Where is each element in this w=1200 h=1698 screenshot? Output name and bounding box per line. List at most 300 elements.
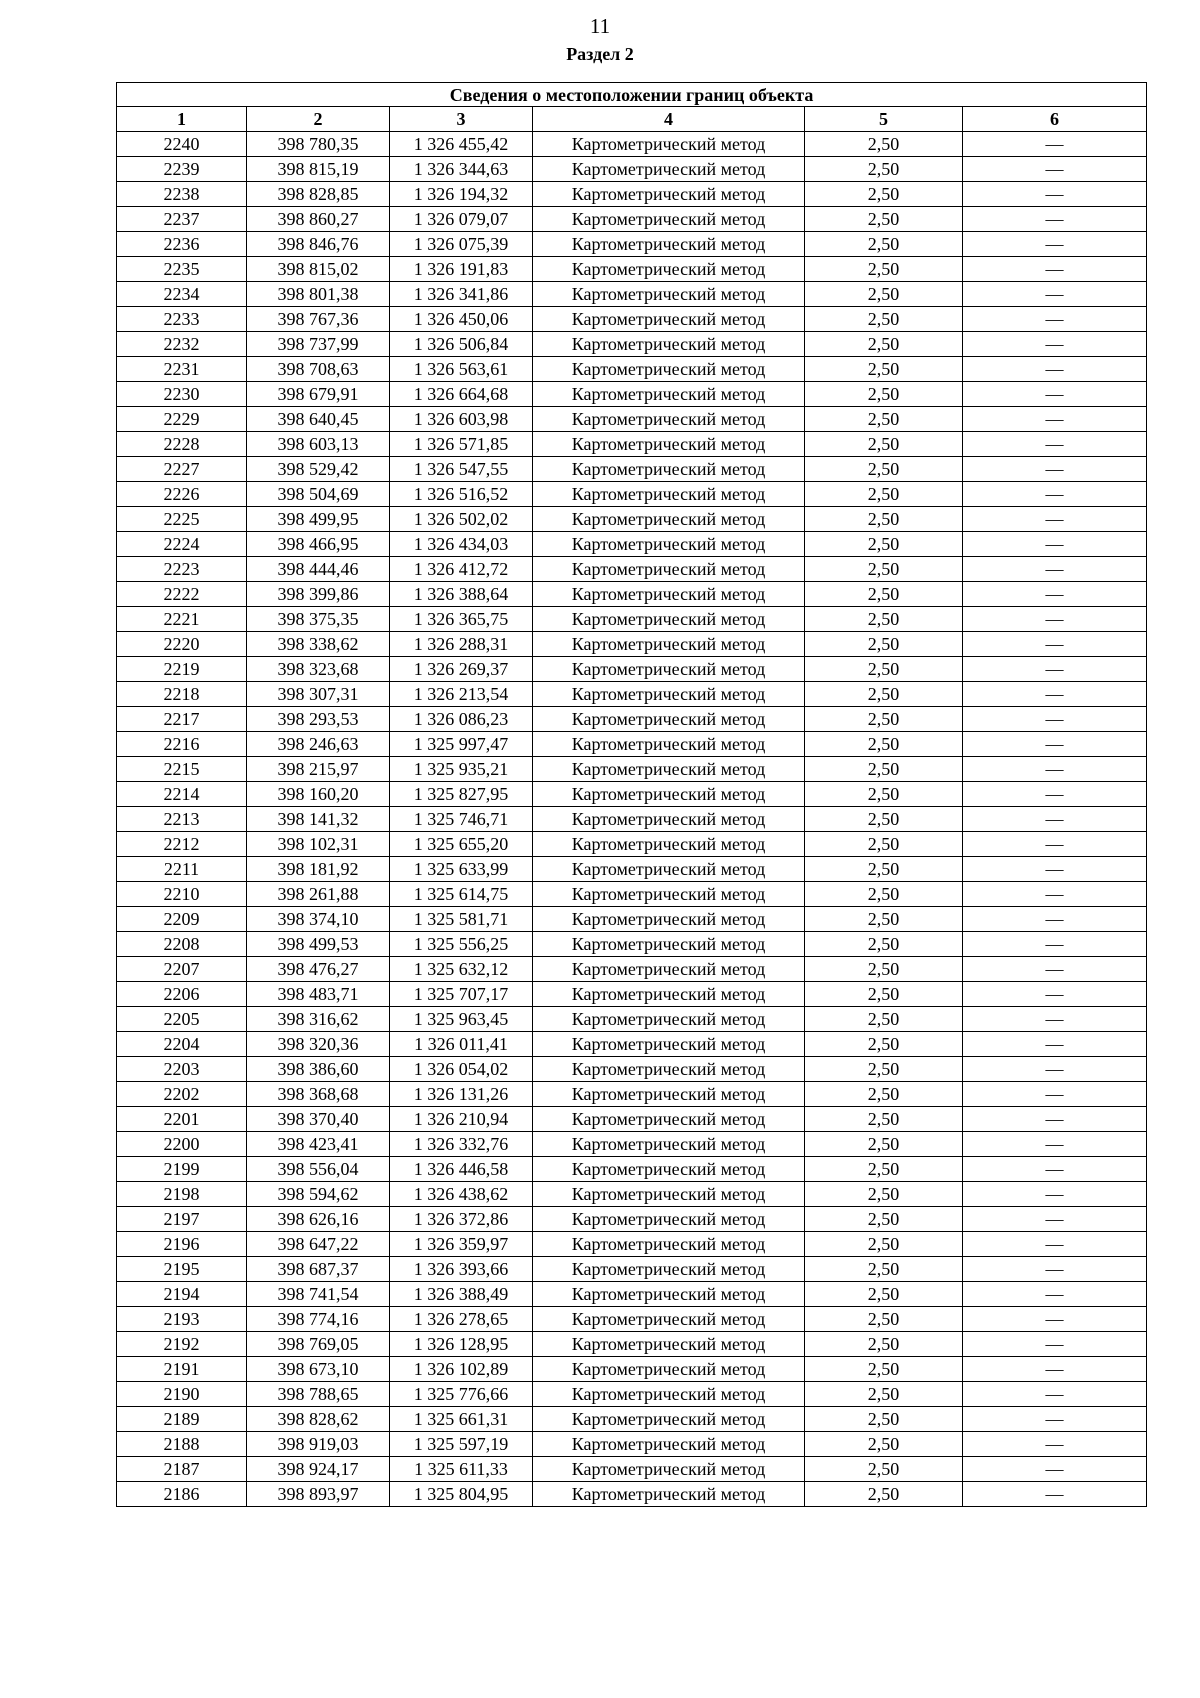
x-coordinate-cell: 398 399,86 [247,582,390,607]
x-coordinate-cell: 398 556,04 [247,1157,390,1182]
accuracy-cell: 2,50 [805,632,963,657]
y-coordinate-cell: 1 326 332,76 [390,1132,533,1157]
table-row [117,1457,1147,1482]
x-coordinate-cell: 398 828,85 [247,182,390,207]
x-coordinate-cell: 398 640,45 [247,407,390,432]
x-coordinate-cell: 398 529,42 [247,457,390,482]
description-cell: — [963,1457,1147,1482]
y-coordinate-cell: 1 325 655,20 [390,832,533,857]
description-cell: — [963,257,1147,282]
accuracy-cell: 2,50 [805,507,963,532]
accuracy-cell: 2,50 [805,1457,963,1482]
method-cell: Картометрический метод [533,1407,805,1432]
table-row [117,657,1147,682]
x-coordinate-cell: 398 246,63 [247,732,390,757]
x-coordinate-cell: 398 293,53 [247,707,390,732]
table-row [117,207,1147,232]
description-cell: — [963,607,1147,632]
x-coordinate-cell: 398 386,60 [247,1057,390,1082]
point-number-cell: 2232 [117,332,247,357]
point-number-cell: 2235 [117,257,247,282]
table-row [117,707,1147,732]
description-cell: — [963,782,1147,807]
description-cell: — [963,657,1147,682]
accuracy-cell: 2,50 [805,1082,963,1107]
point-number-cell: 2193 [117,1307,247,1332]
accuracy-cell: 2,50 [805,657,963,682]
point-number-cell: 2219 [117,657,247,682]
table-row [117,957,1147,982]
y-coordinate-cell: 1 325 997,47 [390,732,533,757]
y-coordinate-cell: 1 326 128,95 [390,1332,533,1357]
method-cell: Картометрический метод [533,982,805,1007]
table-row [117,807,1147,832]
description-cell: — [963,1432,1147,1457]
accuracy-cell: 2,50 [805,282,963,307]
table-row [117,1232,1147,1257]
y-coordinate-cell: 1 326 516,52 [390,482,533,507]
x-coordinate-cell: 398 687,37 [247,1257,390,1282]
point-number-cell: 2207 [117,957,247,982]
x-coordinate-cell: 398 708,63 [247,357,390,382]
table-row [117,1432,1147,1457]
point-number-cell: 2234 [117,282,247,307]
point-number-cell: 2194 [117,1282,247,1307]
description-cell: — [963,157,1147,182]
method-cell: Картометрический метод [533,1107,805,1132]
method-cell: Картометрический метод [533,1382,805,1407]
method-cell: Картометрический метод [533,282,805,307]
table-row [117,1007,1147,1032]
y-coordinate-cell: 1 326 547,55 [390,457,533,482]
accuracy-cell: 2,50 [805,1482,963,1507]
point-number-cell: 2231 [117,357,247,382]
accuracy-cell: 2,50 [805,1182,963,1207]
table-row [117,1407,1147,1432]
accuracy-cell: 2,50 [805,1407,963,1432]
table-row [117,1307,1147,1332]
table-row [117,1057,1147,1082]
description-cell: — [963,757,1147,782]
table-body [117,132,1147,1507]
point-number-cell: 2191 [117,1357,247,1382]
y-coordinate-cell: 1 326 571,85 [390,432,533,457]
method-cell: Картометрический метод [533,132,805,157]
table-row [117,907,1147,932]
accuracy-cell: 2,50 [805,607,963,632]
method-cell: Картометрический метод [533,307,805,332]
table-row [117,1382,1147,1407]
accuracy-cell: 2,50 [805,1332,963,1357]
method-cell: Картометрический метод [533,882,805,907]
y-coordinate-cell: 1 325 804,95 [390,1482,533,1507]
description-cell: — [963,507,1147,532]
table-row [117,1082,1147,1107]
table-row [117,332,1147,357]
table-row [117,157,1147,182]
table-row [117,407,1147,432]
x-coordinate-cell: 398 483,71 [247,982,390,1007]
y-coordinate-cell: 1 326 388,64 [390,582,533,607]
table-row [117,307,1147,332]
column-header: 4 [533,107,805,132]
table-row [117,1157,1147,1182]
description-cell: — [963,907,1147,932]
table-row [117,757,1147,782]
method-cell: Картометрический метод [533,382,805,407]
description-cell: — [963,282,1147,307]
description-cell: — [963,1357,1147,1382]
table-row [117,282,1147,307]
column-header: 2 [247,107,390,132]
x-coordinate-cell: 398 788,65 [247,1382,390,1407]
description-cell: — [963,1482,1147,1507]
y-coordinate-cell: 1 326 388,49 [390,1282,533,1307]
description-cell: — [963,982,1147,1007]
table-row [117,982,1147,1007]
accuracy-cell: 2,50 [805,732,963,757]
accuracy-cell: 2,50 [805,1282,963,1307]
x-coordinate-cell: 398 444,46 [247,557,390,582]
x-coordinate-cell: 398 780,35 [247,132,390,157]
y-coordinate-cell: 1 326 434,03 [390,532,533,557]
description-cell: — [963,207,1147,232]
table-row [117,382,1147,407]
y-coordinate-cell: 1 326 086,23 [390,707,533,732]
accuracy-cell: 2,50 [805,582,963,607]
x-coordinate-cell: 398 261,88 [247,882,390,907]
point-number-cell: 2198 [117,1182,247,1207]
description-cell: — [963,307,1147,332]
description-cell: — [963,882,1147,907]
method-cell: Картометрический метод [533,357,805,382]
y-coordinate-cell: 1 326 455,42 [390,132,533,157]
accuracy-cell: 2,50 [805,857,963,882]
description-cell: — [963,1007,1147,1032]
accuracy-cell: 2,50 [805,932,963,957]
x-coordinate-cell: 398 423,41 [247,1132,390,1157]
y-coordinate-cell: 1 326 563,61 [390,357,533,382]
x-coordinate-cell: 398 215,97 [247,757,390,782]
table-header-row [117,107,1147,132]
accuracy-cell: 2,50 [805,257,963,282]
y-coordinate-cell: 1 325 581,71 [390,907,533,932]
y-coordinate-cell: 1 326 359,97 [390,1232,533,1257]
description-cell: — [963,582,1147,607]
point-number-cell: 2220 [117,632,247,657]
description-cell: — [963,1132,1147,1157]
x-coordinate-cell: 398 338,62 [247,632,390,657]
method-cell: Картометрический метод [533,707,805,732]
table-row [117,182,1147,207]
y-coordinate-cell: 1 326 664,68 [390,382,533,407]
method-cell: Картометрический метод [533,582,805,607]
x-coordinate-cell: 398 769,05 [247,1332,390,1357]
accuracy-cell: 2,50 [805,882,963,907]
method-cell: Картометрический метод [533,1007,805,1032]
method-cell: Картометрический метод [533,782,805,807]
y-coordinate-cell: 1 326 438,62 [390,1182,533,1207]
point-number-cell: 2215 [117,757,247,782]
method-cell: Картометрический метод [533,1057,805,1082]
method-cell: Картометрический метод [533,932,805,957]
point-number-cell: 2216 [117,732,247,757]
x-coordinate-cell: 398 160,20 [247,782,390,807]
point-number-cell: 2197 [117,1207,247,1232]
x-coordinate-cell: 398 737,99 [247,332,390,357]
y-coordinate-cell: 1 325 633,99 [390,857,533,882]
y-coordinate-cell: 1 326 191,83 [390,257,533,282]
method-cell: Картометрический метод [533,607,805,632]
point-number-cell: 2210 [117,882,247,907]
table-row [117,257,1147,282]
description-cell: — [963,957,1147,982]
table-caption-row [117,83,1147,107]
description-cell: — [963,807,1147,832]
x-coordinate-cell: 398 181,92 [247,857,390,882]
point-number-cell: 2195 [117,1257,247,1282]
point-number-cell: 2236 [117,232,247,257]
y-coordinate-cell: 1 326 412,72 [390,557,533,582]
method-cell: Картометрический метод [533,557,805,582]
method-cell: Картометрический метод [533,232,805,257]
method-cell: Картометрический метод [533,1157,805,1182]
method-cell: Картометрический метод [533,957,805,982]
accuracy-cell: 2,50 [805,1132,963,1157]
table-row [117,132,1147,157]
x-coordinate-cell: 398 774,16 [247,1307,390,1332]
accuracy-cell: 2,50 [805,1382,963,1407]
point-number-cell: 2202 [117,1082,247,1107]
table-row [117,482,1147,507]
method-cell: Картометрический метод [533,1182,805,1207]
accuracy-cell: 2,50 [805,307,963,332]
column-header: 6 [963,107,1147,132]
x-coordinate-cell: 398 320,36 [247,1032,390,1057]
x-coordinate-cell: 398 370,40 [247,1107,390,1132]
point-number-cell: 2229 [117,407,247,432]
point-number-cell: 2208 [117,932,247,957]
table-row [117,607,1147,632]
accuracy-cell: 2,50 [805,382,963,407]
y-coordinate-cell: 1 326 194,32 [390,182,533,207]
point-number-cell: 2203 [117,1057,247,1082]
x-coordinate-cell: 398 603,13 [247,432,390,457]
accuracy-cell: 2,50 [805,532,963,557]
point-number-cell: 2239 [117,157,247,182]
y-coordinate-cell: 1 326 269,37 [390,657,533,682]
method-cell: Картометрический метод [533,907,805,932]
description-cell: — [963,1032,1147,1057]
method-cell: Картометрический метод [533,1307,805,1332]
accuracy-cell: 2,50 [805,357,963,382]
method-cell: Картометрический метод [533,1282,805,1307]
y-coordinate-cell: 1 326 131,26 [390,1082,533,1107]
method-cell: Картометрический метод [533,807,805,832]
y-coordinate-cell: 1 325 614,75 [390,882,533,907]
accuracy-cell: 2,50 [805,207,963,232]
method-cell: Картометрический метод [533,407,805,432]
table-row [117,1282,1147,1307]
column-header: 1 [117,107,247,132]
y-coordinate-cell: 1 326 506,84 [390,332,533,357]
y-coordinate-cell: 1 326 213,54 [390,682,533,707]
point-number-cell: 2201 [117,1107,247,1132]
x-coordinate-cell: 398 924,17 [247,1457,390,1482]
method-cell: Картометрический метод [533,207,805,232]
point-number-cell: 2227 [117,457,247,482]
method-cell: Картометрический метод [533,1357,805,1382]
accuracy-cell: 2,50 [805,832,963,857]
point-number-cell: 2221 [117,607,247,632]
point-number-cell: 2218 [117,682,247,707]
x-coordinate-cell: 398 673,10 [247,1357,390,1382]
y-coordinate-cell: 1 325 707,17 [390,982,533,1007]
description-cell: — [963,1232,1147,1257]
x-coordinate-cell: 398 893,97 [247,1482,390,1507]
accuracy-cell: 2,50 [805,332,963,357]
point-number-cell: 2213 [117,807,247,832]
y-coordinate-cell: 1 325 963,45 [390,1007,533,1032]
x-coordinate-cell: 398 828,62 [247,1407,390,1432]
accuracy-cell: 2,50 [805,707,963,732]
method-cell: Картометрический метод [533,1257,805,1282]
point-number-cell: 2200 [117,1132,247,1157]
description-cell: — [963,732,1147,757]
x-coordinate-cell: 398 466,95 [247,532,390,557]
table-row [117,1107,1147,1132]
method-cell: Картометрический метод [533,682,805,707]
accuracy-cell: 2,50 [805,1057,963,1082]
point-number-cell: 2238 [117,182,247,207]
description-cell: — [963,1282,1147,1307]
accuracy-cell: 2,50 [805,1232,963,1257]
description-cell: — [963,432,1147,457]
y-coordinate-cell: 1 326 341,86 [390,282,533,307]
method-cell: Картометрический метод [533,1032,805,1057]
description-cell: — [963,407,1147,432]
method-cell: Картометрический метод [533,632,805,657]
page-number: 11 [589,14,611,38]
method-cell: Картометрический метод [533,257,805,282]
description-cell: — [963,1382,1147,1407]
point-number-cell: 2206 [117,982,247,1007]
method-cell: Картометрический метод [533,832,805,857]
description-cell: — [963,1332,1147,1357]
accuracy-cell: 2,50 [805,1107,963,1132]
y-coordinate-cell: 1 326 502,02 [390,507,533,532]
x-coordinate-cell: 398 594,62 [247,1182,390,1207]
x-coordinate-cell: 398 919,03 [247,1432,390,1457]
y-coordinate-cell: 1 326 365,75 [390,607,533,632]
table-caption: Сведения о местоположении границ объекта [117,83,1147,107]
accuracy-cell: 2,50 [805,432,963,457]
table-row [117,357,1147,382]
x-coordinate-cell: 398 647,22 [247,1232,390,1257]
point-number-cell: 2209 [117,907,247,932]
x-coordinate-cell: 398 846,76 [247,232,390,257]
description-cell: — [963,332,1147,357]
description-cell: — [963,1407,1147,1432]
table-row [117,232,1147,257]
table-row [117,632,1147,657]
method-cell: Картометрический метод [533,1207,805,1232]
section-title: Раздел 2 [566,44,634,64]
point-number-cell: 2217 [117,707,247,732]
point-number-cell: 2188 [117,1432,247,1457]
y-coordinate-cell: 1 326 288,31 [390,632,533,657]
accuracy-cell: 2,50 [805,907,963,932]
point-number-cell: 2230 [117,382,247,407]
accuracy-cell: 2,50 [805,682,963,707]
table-row [117,432,1147,457]
x-coordinate-cell: 398 815,19 [247,157,390,182]
method-cell: Картометрический метод [533,507,805,532]
description-cell: — [963,1107,1147,1132]
x-coordinate-cell: 398 767,36 [247,307,390,332]
x-coordinate-cell: 398 141,32 [247,807,390,832]
point-number-cell: 2233 [117,307,247,332]
boundary-coordinates-table [116,82,1147,1507]
point-number-cell: 2228 [117,432,247,457]
table-row [117,1132,1147,1157]
description-cell: — [963,632,1147,657]
y-coordinate-cell: 1 325 597,19 [390,1432,533,1457]
method-cell: Картометрический метод [533,457,805,482]
point-number-cell: 2199 [117,1157,247,1182]
description-cell: — [963,857,1147,882]
description-cell: — [963,1207,1147,1232]
description-cell: — [963,707,1147,732]
description-cell: — [963,932,1147,957]
x-coordinate-cell: 398 316,62 [247,1007,390,1032]
table-row [117,1182,1147,1207]
column-header: 5 [805,107,963,132]
method-cell: Картометрический метод [533,1482,805,1507]
x-coordinate-cell: 398 374,10 [247,907,390,932]
y-coordinate-cell: 1 326 075,39 [390,232,533,257]
y-coordinate-cell: 1 325 632,12 [390,957,533,982]
table-row [117,782,1147,807]
point-number-cell: 2187 [117,1457,247,1482]
x-coordinate-cell: 398 741,54 [247,1282,390,1307]
description-cell: — [963,1157,1147,1182]
point-number-cell: 2240 [117,132,247,157]
point-number-cell: 2237 [117,207,247,232]
accuracy-cell: 2,50 [805,1007,963,1032]
method-cell: Картометрический метод [533,757,805,782]
accuracy-cell: 2,50 [805,557,963,582]
method-cell: Картометрический метод [533,432,805,457]
method-cell: Картометрический метод [533,857,805,882]
table-row [117,682,1147,707]
y-coordinate-cell: 1 326 054,02 [390,1057,533,1082]
y-coordinate-cell: 1 326 102,89 [390,1357,533,1382]
method-cell: Картометрический метод [533,332,805,357]
accuracy-cell: 2,50 [805,807,963,832]
table-row [117,1482,1147,1507]
accuracy-cell: 2,50 [805,482,963,507]
y-coordinate-cell: 1 325 556,25 [390,932,533,957]
method-cell: Картометрический метод [533,1332,805,1357]
accuracy-cell: 2,50 [805,1257,963,1282]
x-coordinate-cell: 398 626,16 [247,1207,390,1232]
y-coordinate-cell: 1 325 935,21 [390,757,533,782]
y-coordinate-cell: 1 325 746,71 [390,807,533,832]
accuracy-cell: 2,50 [805,132,963,157]
description-cell: — [963,457,1147,482]
table-row [117,832,1147,857]
